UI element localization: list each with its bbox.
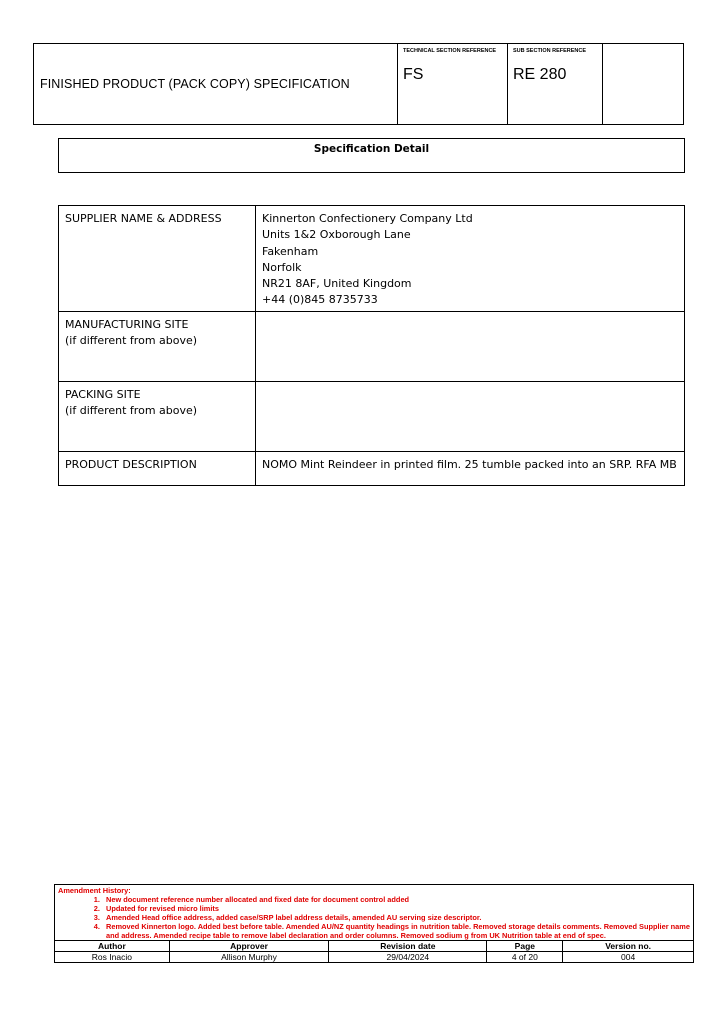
manufacturing-label-note: (if different from above) xyxy=(65,334,198,348)
packing-value-cell xyxy=(256,381,685,451)
revision-date-value: 29/04/2024 xyxy=(329,952,487,963)
amendment-item: 1. New document reference number allocated and fixed date for document control added xyxy=(102,895,690,904)
sub-section-reference-label: SUB SECTION REFERENCE xyxy=(513,48,587,54)
packing-label-note: (if different from above) xyxy=(65,404,198,418)
amendment-history-title: Amendment History: xyxy=(58,886,131,895)
supplier-line: Fakenham xyxy=(262,244,319,258)
supplier-line: NR21 8AF, United Kingdom xyxy=(262,277,412,291)
document-header xyxy=(33,43,684,125)
table-row xyxy=(59,206,685,312)
amendment-item: 3. Amended Head office address, added case/SRP label address details, amended AU serving size descriptor. xyxy=(102,913,690,922)
technical-section-reference-value: FS xyxy=(403,66,424,83)
supplier-line: Units 1&2 Oxborough Lane xyxy=(262,228,411,242)
table-row xyxy=(59,381,685,451)
product-value-cell xyxy=(256,451,685,485)
product-label: PRODUCT DESCRIPTION xyxy=(65,457,197,471)
sub-section-reference-value: RE 280 xyxy=(513,66,567,83)
manufacturing-value-cell xyxy=(256,311,685,381)
manufacturing-label-cell xyxy=(59,311,256,381)
page-header: Page xyxy=(487,941,563,952)
supplier-value-cell xyxy=(256,206,685,312)
amendment-item: 2. Updated for revised micro limits xyxy=(102,904,690,913)
amendment-history xyxy=(55,885,693,940)
table-row xyxy=(59,311,685,381)
supplier-label-cell xyxy=(59,206,256,312)
product-description: NOMO Mint Reindeer in printed film. 25 tumble packed into an SRP. RFA MB xyxy=(262,457,677,471)
document-title: FINISHED PRODUCT (PACK COPY) SPECIFICATION xyxy=(40,77,350,91)
approver-header: Approver xyxy=(169,941,328,952)
supplier-label: SUPPLIER NAME & ADDRESS xyxy=(65,212,222,225)
revision-date-header: Revision date xyxy=(329,941,487,952)
header-title-cell xyxy=(34,44,398,124)
revision-value-row xyxy=(55,952,693,963)
revision-header-row xyxy=(55,941,693,952)
packing-label-cell xyxy=(59,381,256,451)
table-row xyxy=(59,451,685,485)
packing-label: PACKING SITE xyxy=(65,387,141,401)
author-value: Ros Inacio xyxy=(55,952,169,963)
version-number: 004 xyxy=(563,952,693,963)
header-blank-cell xyxy=(603,44,683,124)
amendment-item: 4. Removed Kinnerton logo. Added best before table. Amended AU/NZ quantity headings in nutrition table. Removed storage details comments. Removed Supplier name and address. Amended recipe table to remove label declaration and order columns. Removed sodium g from UK Nutrition table at end of spec. xyxy=(102,922,690,940)
manufacturing-label: MANUFACTURING SITE xyxy=(65,317,189,331)
specification-detail-box xyxy=(58,138,685,173)
version-header: Version no. xyxy=(563,941,693,952)
revision-table xyxy=(55,940,693,962)
specification-table xyxy=(58,205,685,486)
technical-section-reference-label: TECHNICAL SECTION REFERENCE xyxy=(403,48,497,54)
technical-section-reference-cell xyxy=(398,44,508,124)
specification-detail-heading: Specification Detail xyxy=(313,143,430,155)
document-footer xyxy=(54,884,694,963)
sub-section-reference-cell xyxy=(508,44,603,124)
product-label-cell xyxy=(59,451,256,485)
supplier-line: Norfolk xyxy=(262,260,302,274)
amendment-list xyxy=(58,895,690,940)
author-header: Author xyxy=(55,941,169,952)
supplier-line: +44 (0)845 8735733 xyxy=(262,293,378,307)
approver-value: Allison Murphy xyxy=(169,952,328,963)
supplier-line: Kinnerton Confectionery Company Ltd xyxy=(262,212,473,225)
page-number: 4 of 20 xyxy=(487,952,563,963)
